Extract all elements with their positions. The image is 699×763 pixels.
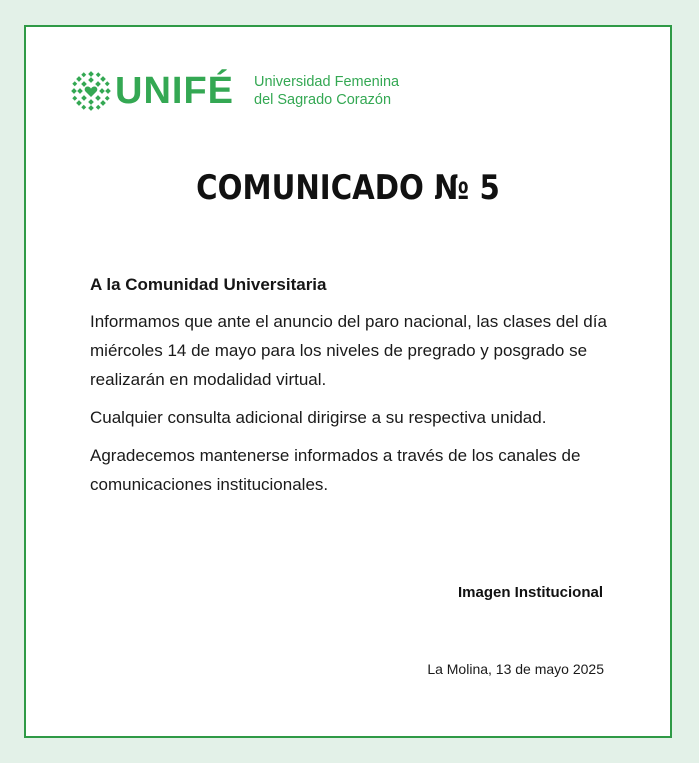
communique-card — [24, 25, 672, 738]
communique-body — [90, 273, 630, 508]
communique-title: COMUNICADO № 5 — [196, 168, 500, 208]
logo-wordmark: UNIFÉ — [115, 70, 234, 112]
signature: Imagen Institucional — [457, 584, 603, 601]
date-line: La Molina, 13 de mayo 2025 — [427, 661, 604, 677]
logo-subtitle-line-2: del Sagrado Corazón — [254, 92, 392, 108]
paragraph-2: Cualquier consulta adicional dirigirse a su respectiva unidad. — [90, 408, 547, 427]
logo-subtitle — [254, 73, 399, 109]
paragraph-1: Informamos que ante el anuncio del paro nacional, las clases del día miércoles 14 de mayo para los niveles de pregrado y posgrado se realizarán en modalidad virtual. — [90, 312, 607, 389]
logo-subtitle-line-1: Universidad Femenina — [254, 74, 400, 90]
paragraph-3: Agradecemos mantenerse informados a través de los canales de comunicaciones institucionales. — [90, 446, 581, 494]
heart-mandala-icon — [71, 71, 111, 111]
salutation: A la Comunidad Universitaria — [90, 275, 327, 294]
unife-logo — [71, 71, 399, 111]
